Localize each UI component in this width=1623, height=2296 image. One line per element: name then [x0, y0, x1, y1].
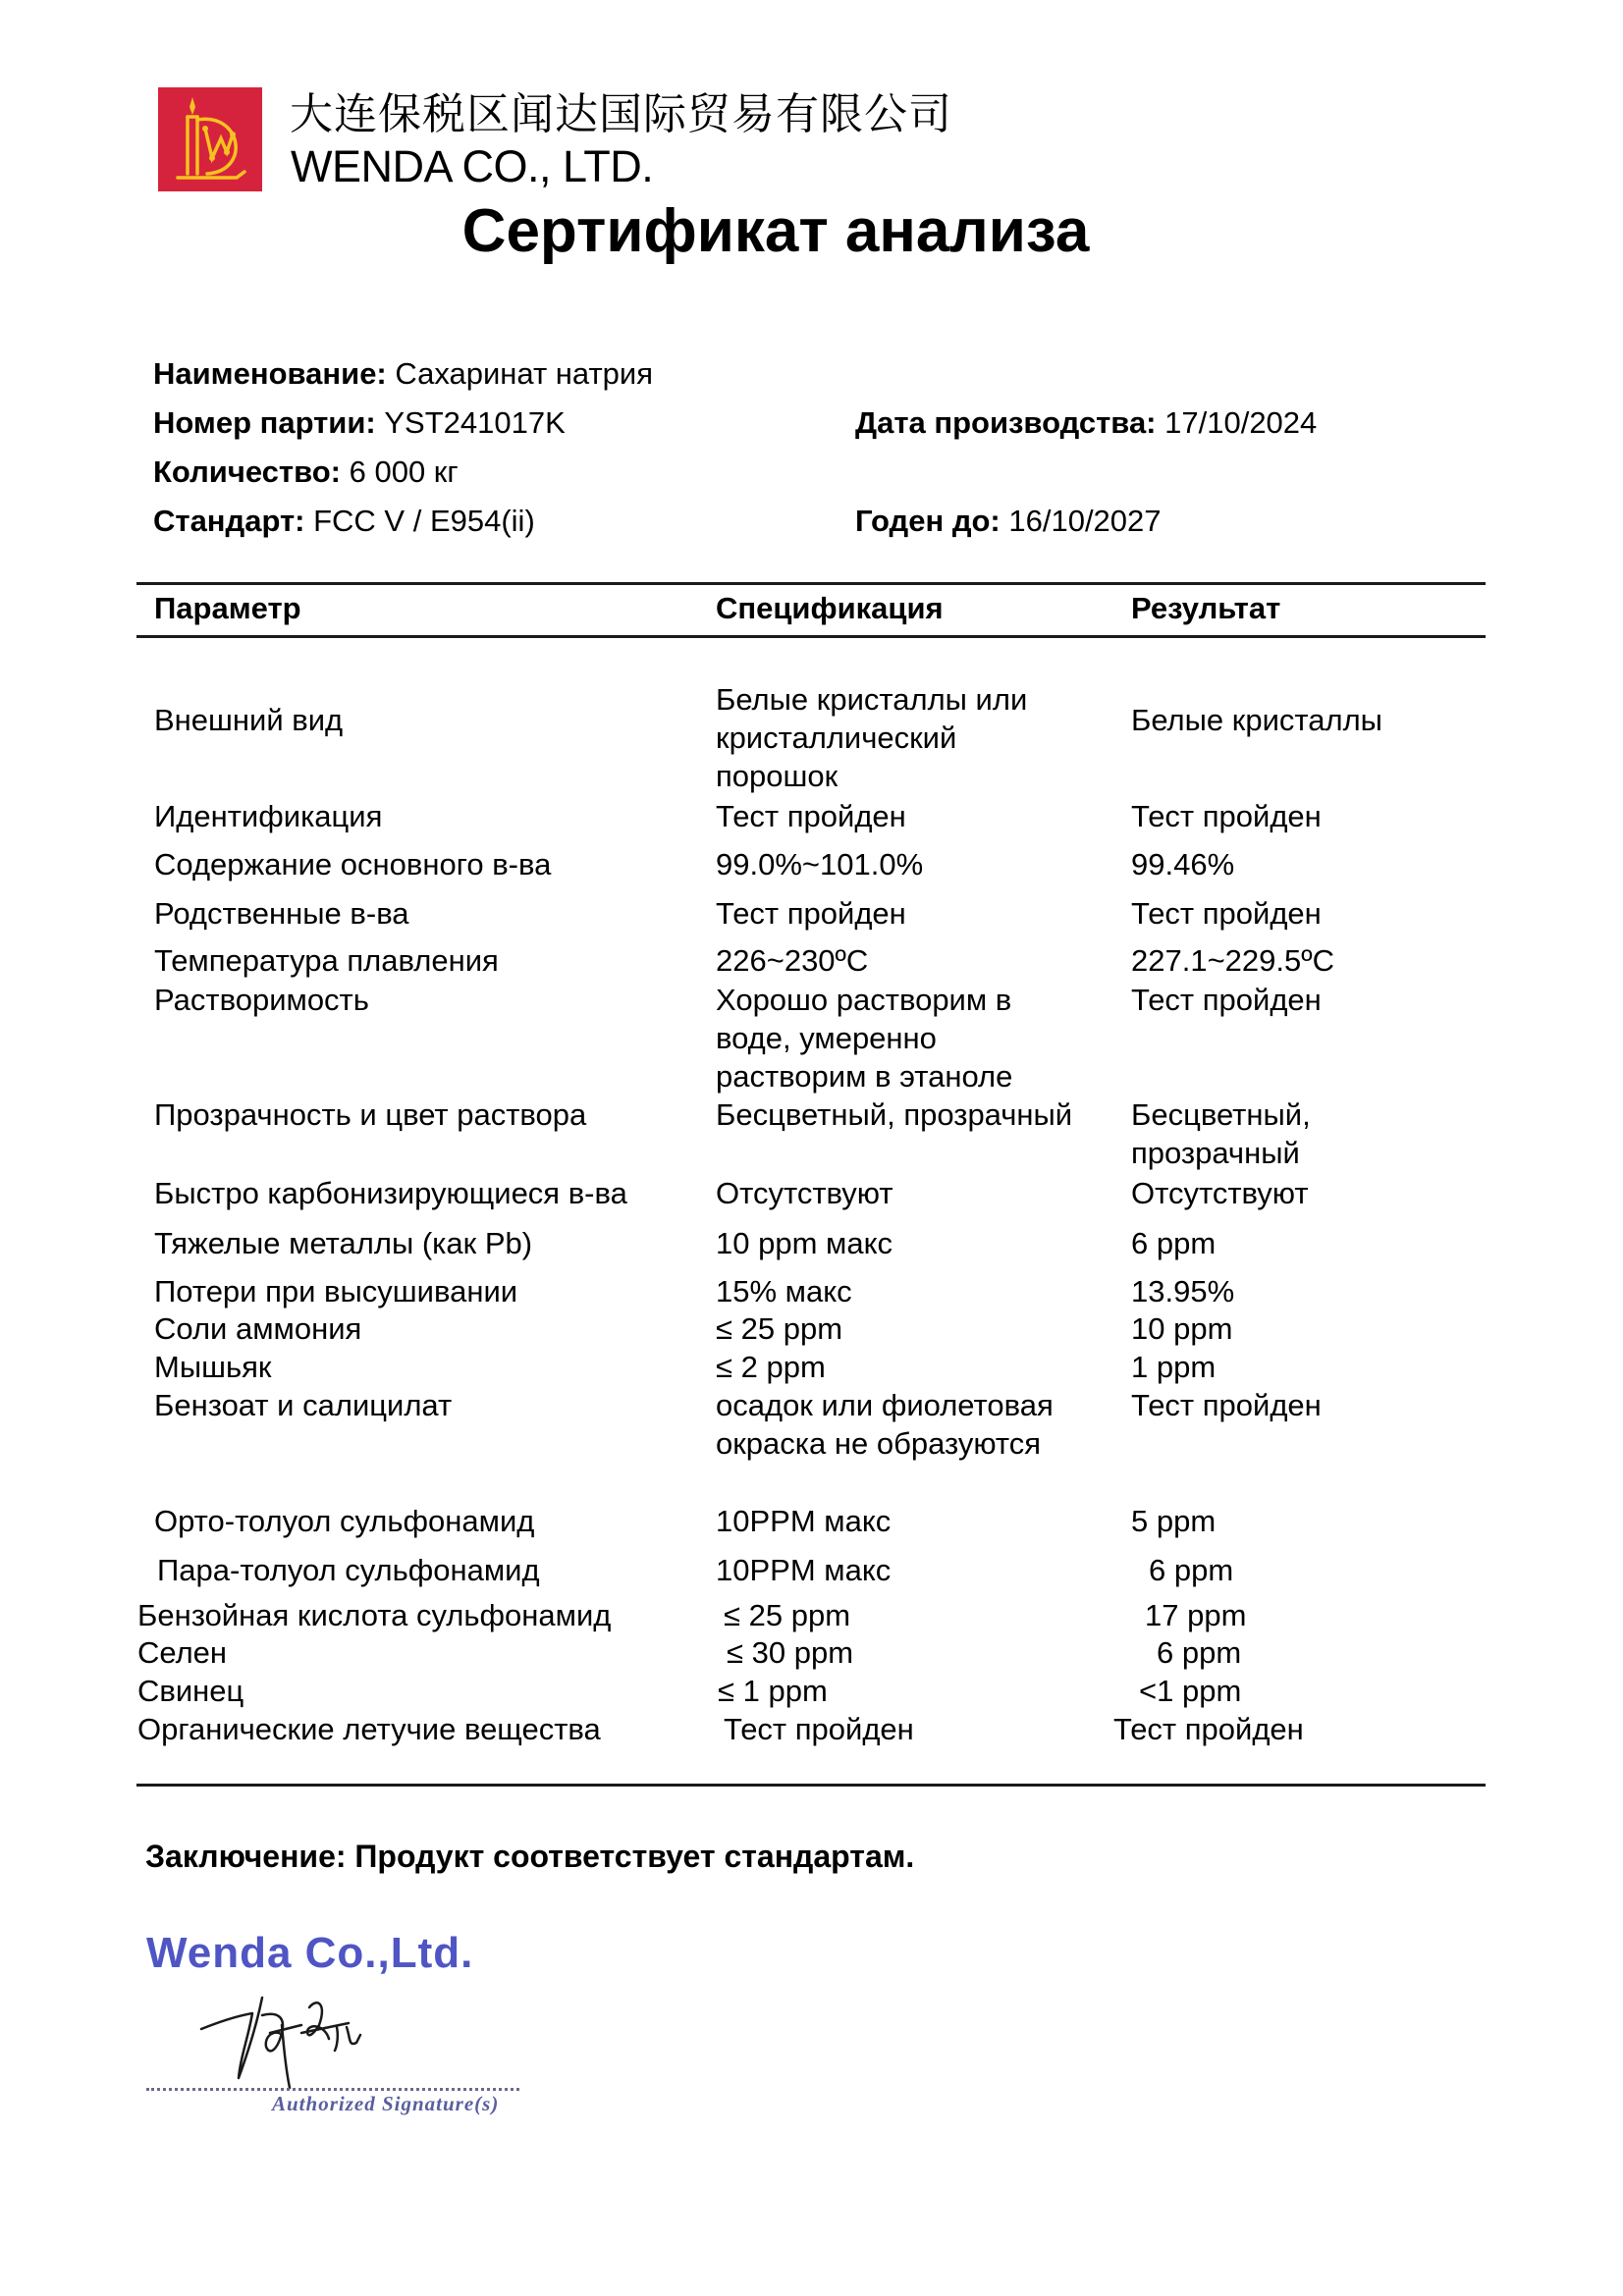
- conclusion-text: Заключение: Продукт соответствует стандартам.: [145, 1839, 915, 1874]
- table-row-specification: 10PPM макс: [716, 1553, 892, 1587]
- table-row-parameter: Идентификация: [154, 799, 383, 833]
- table-row-specification: ≤ 2 ppm: [716, 1350, 826, 1384]
- table-row-parameter: Родственные в-ва: [154, 896, 409, 931]
- table-row-parameter: Температура плавления: [154, 943, 499, 978]
- table-row-parameter: Потери при высушивании: [154, 1274, 518, 1308]
- document-title: Сертификат анализа: [461, 197, 1090, 265]
- table-row-result: Тест пройден: [1131, 1388, 1322, 1422]
- manufacture-date-label: Дата производства:: [855, 405, 1157, 440]
- table-row-specification: 10PPM макс: [716, 1504, 892, 1538]
- table-row-specification: Тест пройден: [716, 896, 906, 931]
- handwritten-signature-icon: [191, 1978, 427, 2096]
- table-row-result: <1 ppm: [1139, 1674, 1242, 1708]
- batch-number-label: Номер партии:: [153, 405, 376, 440]
- company-name-english: WENDA CO., LTD.: [291, 141, 654, 191]
- quantity-label: Количество:: [153, 454, 341, 489]
- spec-line: воде, умеренно: [716, 1021, 937, 1055]
- wenda-logo-icon: [158, 87, 262, 191]
- logo-graphic: [158, 87, 262, 191]
- table-row-result: 99.46%: [1131, 847, 1235, 881]
- signature-dotted-line: [146, 2088, 519, 2091]
- table-row-result: Белые кристаллы: [1131, 703, 1382, 737]
- table-row-result: 6 ppm: [1157, 1635, 1242, 1670]
- table-top-rule: [136, 582, 1486, 585]
- table-row-result: Тест пройден: [1131, 799, 1322, 833]
- table-row-parameter: Мышьяк: [154, 1350, 272, 1384]
- batch-number-value: YST241017K: [375, 405, 566, 440]
- column-header-result: Результат: [1131, 591, 1281, 625]
- table-row-result: [1131, 1095, 1311, 1172]
- spec-line: кристаллический: [716, 721, 957, 755]
- table-row-specification: ≤ 1 ppm: [718, 1674, 828, 1708]
- authorized-signature-caption: Authorized Signature(s): [272, 2092, 500, 2115]
- table-row-parameter: Селен: [137, 1635, 228, 1670]
- table-row-specification: Отсутствуют: [716, 1176, 893, 1210]
- quantity-value: 6 000 кг: [341, 454, 459, 489]
- spec-line: растворим в этаноле: [716, 1059, 1013, 1094]
- table-row-result: Отсутствуют: [1131, 1176, 1309, 1210]
- table-row-parameter: Внешний вид: [154, 703, 344, 737]
- table-row-result: 5 ppm: [1131, 1504, 1217, 1538]
- table-row-parameter: Соли аммония: [154, 1311, 362, 1346]
- table-row-specification: 99.0%~101.0%: [716, 847, 924, 881]
- spec-line: порошок: [716, 759, 839, 793]
- table-row-result: 6 ppm: [1131, 1226, 1217, 1260]
- table-bottom-rule: [136, 1784, 1486, 1787]
- spec-line: осадок или фиолетовая: [716, 1388, 1054, 1422]
- product-name-label: Наименование:: [153, 356, 387, 391]
- table-row-result: Тест пройден: [1131, 896, 1322, 931]
- table-row-result: 17 ppm: [1145, 1598, 1247, 1632]
- table-row-specification: ≤ 25 ppm: [716, 1311, 843, 1346]
- table-row-result: 13.95%: [1131, 1274, 1235, 1308]
- table-row-specification: [716, 981, 1012, 1095]
- stamp-company-name: Wenda Co.,Ltd.: [146, 1929, 474, 1977]
- table-row-specification: [716, 680, 1027, 795]
- table-row-parameter: Орто-толуол сульфонамид: [154, 1504, 535, 1538]
- spec-line: окраска не образуются: [716, 1426, 1042, 1461]
- standard-field: [153, 504, 535, 539]
- table-row-specification: Бесцветный, прозрачный: [716, 1097, 1073, 1132]
- table-row-specification: Тест пройден: [716, 799, 906, 833]
- table-row-specification: 15% макс: [716, 1274, 852, 1308]
- spec-line: Хорошо растворим в: [716, 983, 1012, 1017]
- column-header-specification: Спецификация: [716, 591, 944, 625]
- table-row-parameter: Органические летучие вещества: [137, 1712, 601, 1746]
- product-name-field: [153, 356, 653, 392]
- table-row-parameter: Пара-толуол сульфонамид: [157, 1553, 540, 1587]
- table-row-result: Тест пройден: [1131, 983, 1322, 1017]
- table-header-rule: [136, 635, 1486, 638]
- table-row-parameter: Прозрачность и цвет раствора: [154, 1097, 587, 1132]
- table-row-parameter: Содержание основного в-ва: [154, 847, 552, 881]
- table-row-result: 10 ppm: [1131, 1311, 1233, 1346]
- table-row-specification: ≤ 25 ppm: [724, 1598, 851, 1632]
- table-row-specification: Тест пройден: [724, 1712, 914, 1746]
- table-row-parameter: Быстро карбонизирующиеся в-ва: [154, 1176, 627, 1210]
- result-line: прозрачный: [1131, 1136, 1300, 1170]
- manufacture-date-field: [855, 405, 1317, 441]
- product-name-value: Сахаринат натрия: [386, 356, 654, 391]
- expiry-date-field: [855, 504, 1162, 539]
- table-row-specification: 10 ppm макс: [716, 1226, 893, 1260]
- table-row-result: Тест пройден: [1113, 1712, 1304, 1746]
- table-row-parameter: Свинец: [137, 1674, 244, 1708]
- spec-line: Белые кристаллы или: [716, 682, 1028, 717]
- manufacture-date-value: 17/10/2024: [1156, 405, 1318, 440]
- company-name-chinese: 大连保税区闻达国际贸易有限公司: [290, 89, 952, 139]
- table-row-specification: ≤ 30 ppm: [727, 1635, 854, 1670]
- expiry-date-label: Годен до:: [855, 504, 1001, 538]
- batch-number-field: [153, 405, 566, 441]
- column-header-parameter: Параметр: [154, 591, 301, 625]
- signature-stamp: [142, 1929, 535, 2125]
- table-row-specification: [716, 1386, 1054, 1463]
- table-row-specification: 226~230ºC: [716, 943, 869, 978]
- table-row-result: 227.1~229.5ºC: [1131, 943, 1334, 978]
- table-row-parameter: Тяжелые металлы (как Pb): [154, 1226, 533, 1260]
- table-row-result: 6 ppm: [1149, 1553, 1234, 1587]
- table-row-result: 1 ppm: [1131, 1350, 1217, 1384]
- standard-value: FCC V / E954(ii): [304, 504, 535, 538]
- result-line: Бесцветный,: [1131, 1097, 1311, 1132]
- table-row-parameter: Растворимость: [154, 983, 369, 1017]
- standard-label: Стандарт:: [153, 504, 305, 538]
- table-row-parameter: Бензойная кислота сульфонамид: [137, 1598, 612, 1632]
- table-row-parameter: Бензоат и салицилат: [154, 1388, 453, 1422]
- quantity-field: [153, 454, 459, 490]
- expiry-date-value: 16/10/2027: [1000, 504, 1162, 538]
